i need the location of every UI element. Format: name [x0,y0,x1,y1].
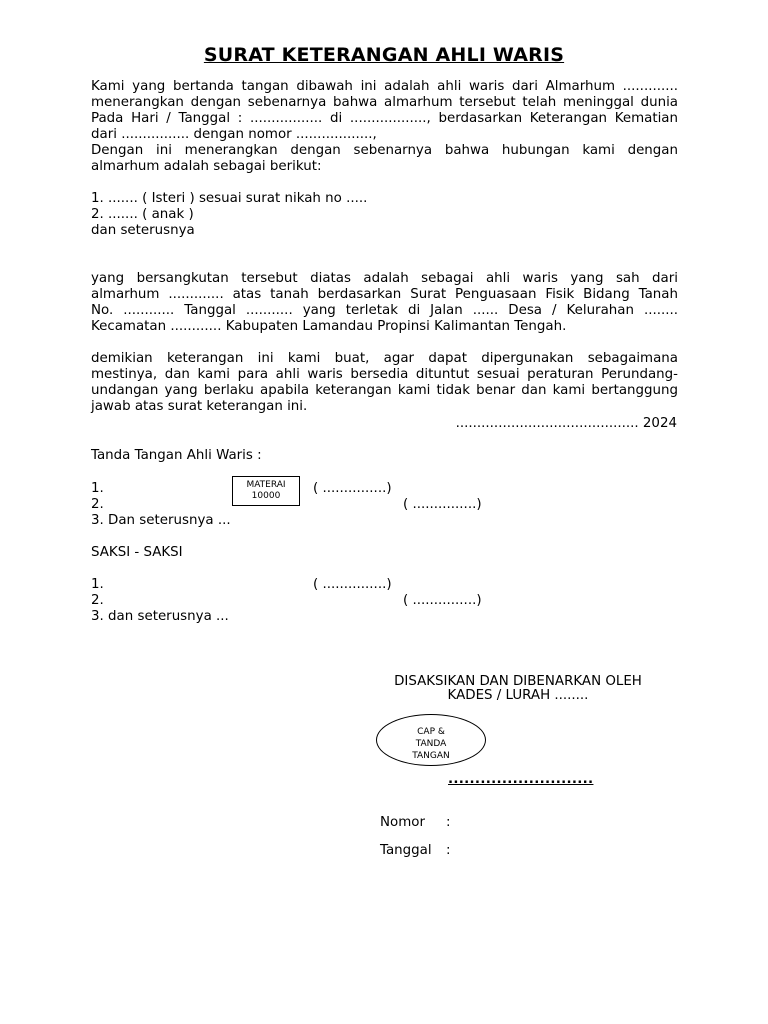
stamp-value: 10000 [251,491,281,501]
intro-line-5: Dengan ini menerangkan dengan sebenarnya bahwa hubungan kami dengan [91,143,678,158]
intro-line-1: Kami yang bertanda tangan dibawah ini adalah ahli waris dari Almarhum ............. [91,79,678,94]
seal-text-3: TANGAN [412,751,450,761]
heir-signature-number-2: 2. [91,497,104,512]
intro-line-2: menerangkan dengan sebenarnya bahwa almarhum tersebut telah meninggal dunia [91,95,678,110]
official-name-line: ........................... [448,772,594,787]
seal-text-2: TANDA [415,739,447,749]
official-seal-circle [376,714,486,766]
heir-signature-heading: Tanda Tangan Ahli Waris : [91,448,262,463]
paragraph3-line-1: demikian keterangan ini kami buat, agar dapat dipergunakan sebagaimana [91,351,678,366]
nomor-label: Nomor [380,815,425,830]
intro-line-4: dari ................ dengan nomor .................., [91,127,377,142]
witness-number-2: 2. [91,593,104,608]
page-title: SURAT KETERANGAN AHLI WARIS [203,44,565,66]
paragraph2-line-4: Kecamatan ............ Kabupaten Lamandau Propinsi Kalimantan Tengah. [91,319,567,334]
tanggal-colon: : [446,843,451,858]
witness-number-1: 1. [91,577,104,592]
heir-signature-number-1: 1. [91,481,104,496]
paragraph2-line-2: almarhum ............. atas tanah berdasarkan Surat Penguasaan Fisik Bidang Tanah [91,287,678,302]
witness-signature-2: ( ...............) [403,593,482,608]
heir-signature-1: ( ...............) [313,481,392,496]
paragraph2-line-1: yang bersangkutan tersebut diatas adalah sebagai ahli waris yang sah dari [91,271,678,286]
revenue-stamp-box [232,476,300,506]
paragraph3-line-4: jawab atas surat keterangan ini. [91,399,308,414]
seal-text-1: CAP & [417,727,445,737]
endorsement-line-1: DISAKSIKAN DAN DIBENARKAN OLEH [394,674,642,689]
intro-line-6: almarhum adalah sebagai berikut: [91,159,322,174]
paragraph3-line-2: mestinya, dan kami para ahli waris bersedia dituntut sesuai peraturan Perundang- [91,367,678,382]
nomor-colon: : [446,815,451,830]
heir-item-2: 2. ....... ( anak ) [91,207,194,222]
stamp-label: MATERAI [246,480,286,490]
date-line: ........................................... 2024 [455,416,677,431]
paragraph2-line-3: No. ............ Tanggal ........... yang terletak di Jalan ...... Desa / Kelurahan ........ [91,303,678,318]
witness-more: 3. dan seterusnya ... [91,609,229,624]
witness-signature-1: ( ...............) [313,577,392,592]
endorsement-line-2: KADES / LURAH ........ [447,688,589,703]
heir-signature-2: ( ...............) [403,497,482,512]
paragraph3-line-3: undangan yang berlaku apabila keterangan kami tidak benar dan kami bertanggung [91,383,678,398]
letter-body [91,79,678,415]
heir-signature-more: 3. Dan seterusnya ... [91,513,231,528]
intro-line-3: Pada Hari / Tanggal : ................. di .................., berdasarkan Keterangan Kematian [91,111,678,126]
tanggal-label: Tanggal [380,843,432,858]
witnesses-heading: SAKSI - SAKSI [91,545,183,560]
heir-item-1: 1. ....... ( Isteri ) sesuai surat nikah no ..... [91,191,368,206]
heir-item-more: dan seterusnya [91,223,195,238]
